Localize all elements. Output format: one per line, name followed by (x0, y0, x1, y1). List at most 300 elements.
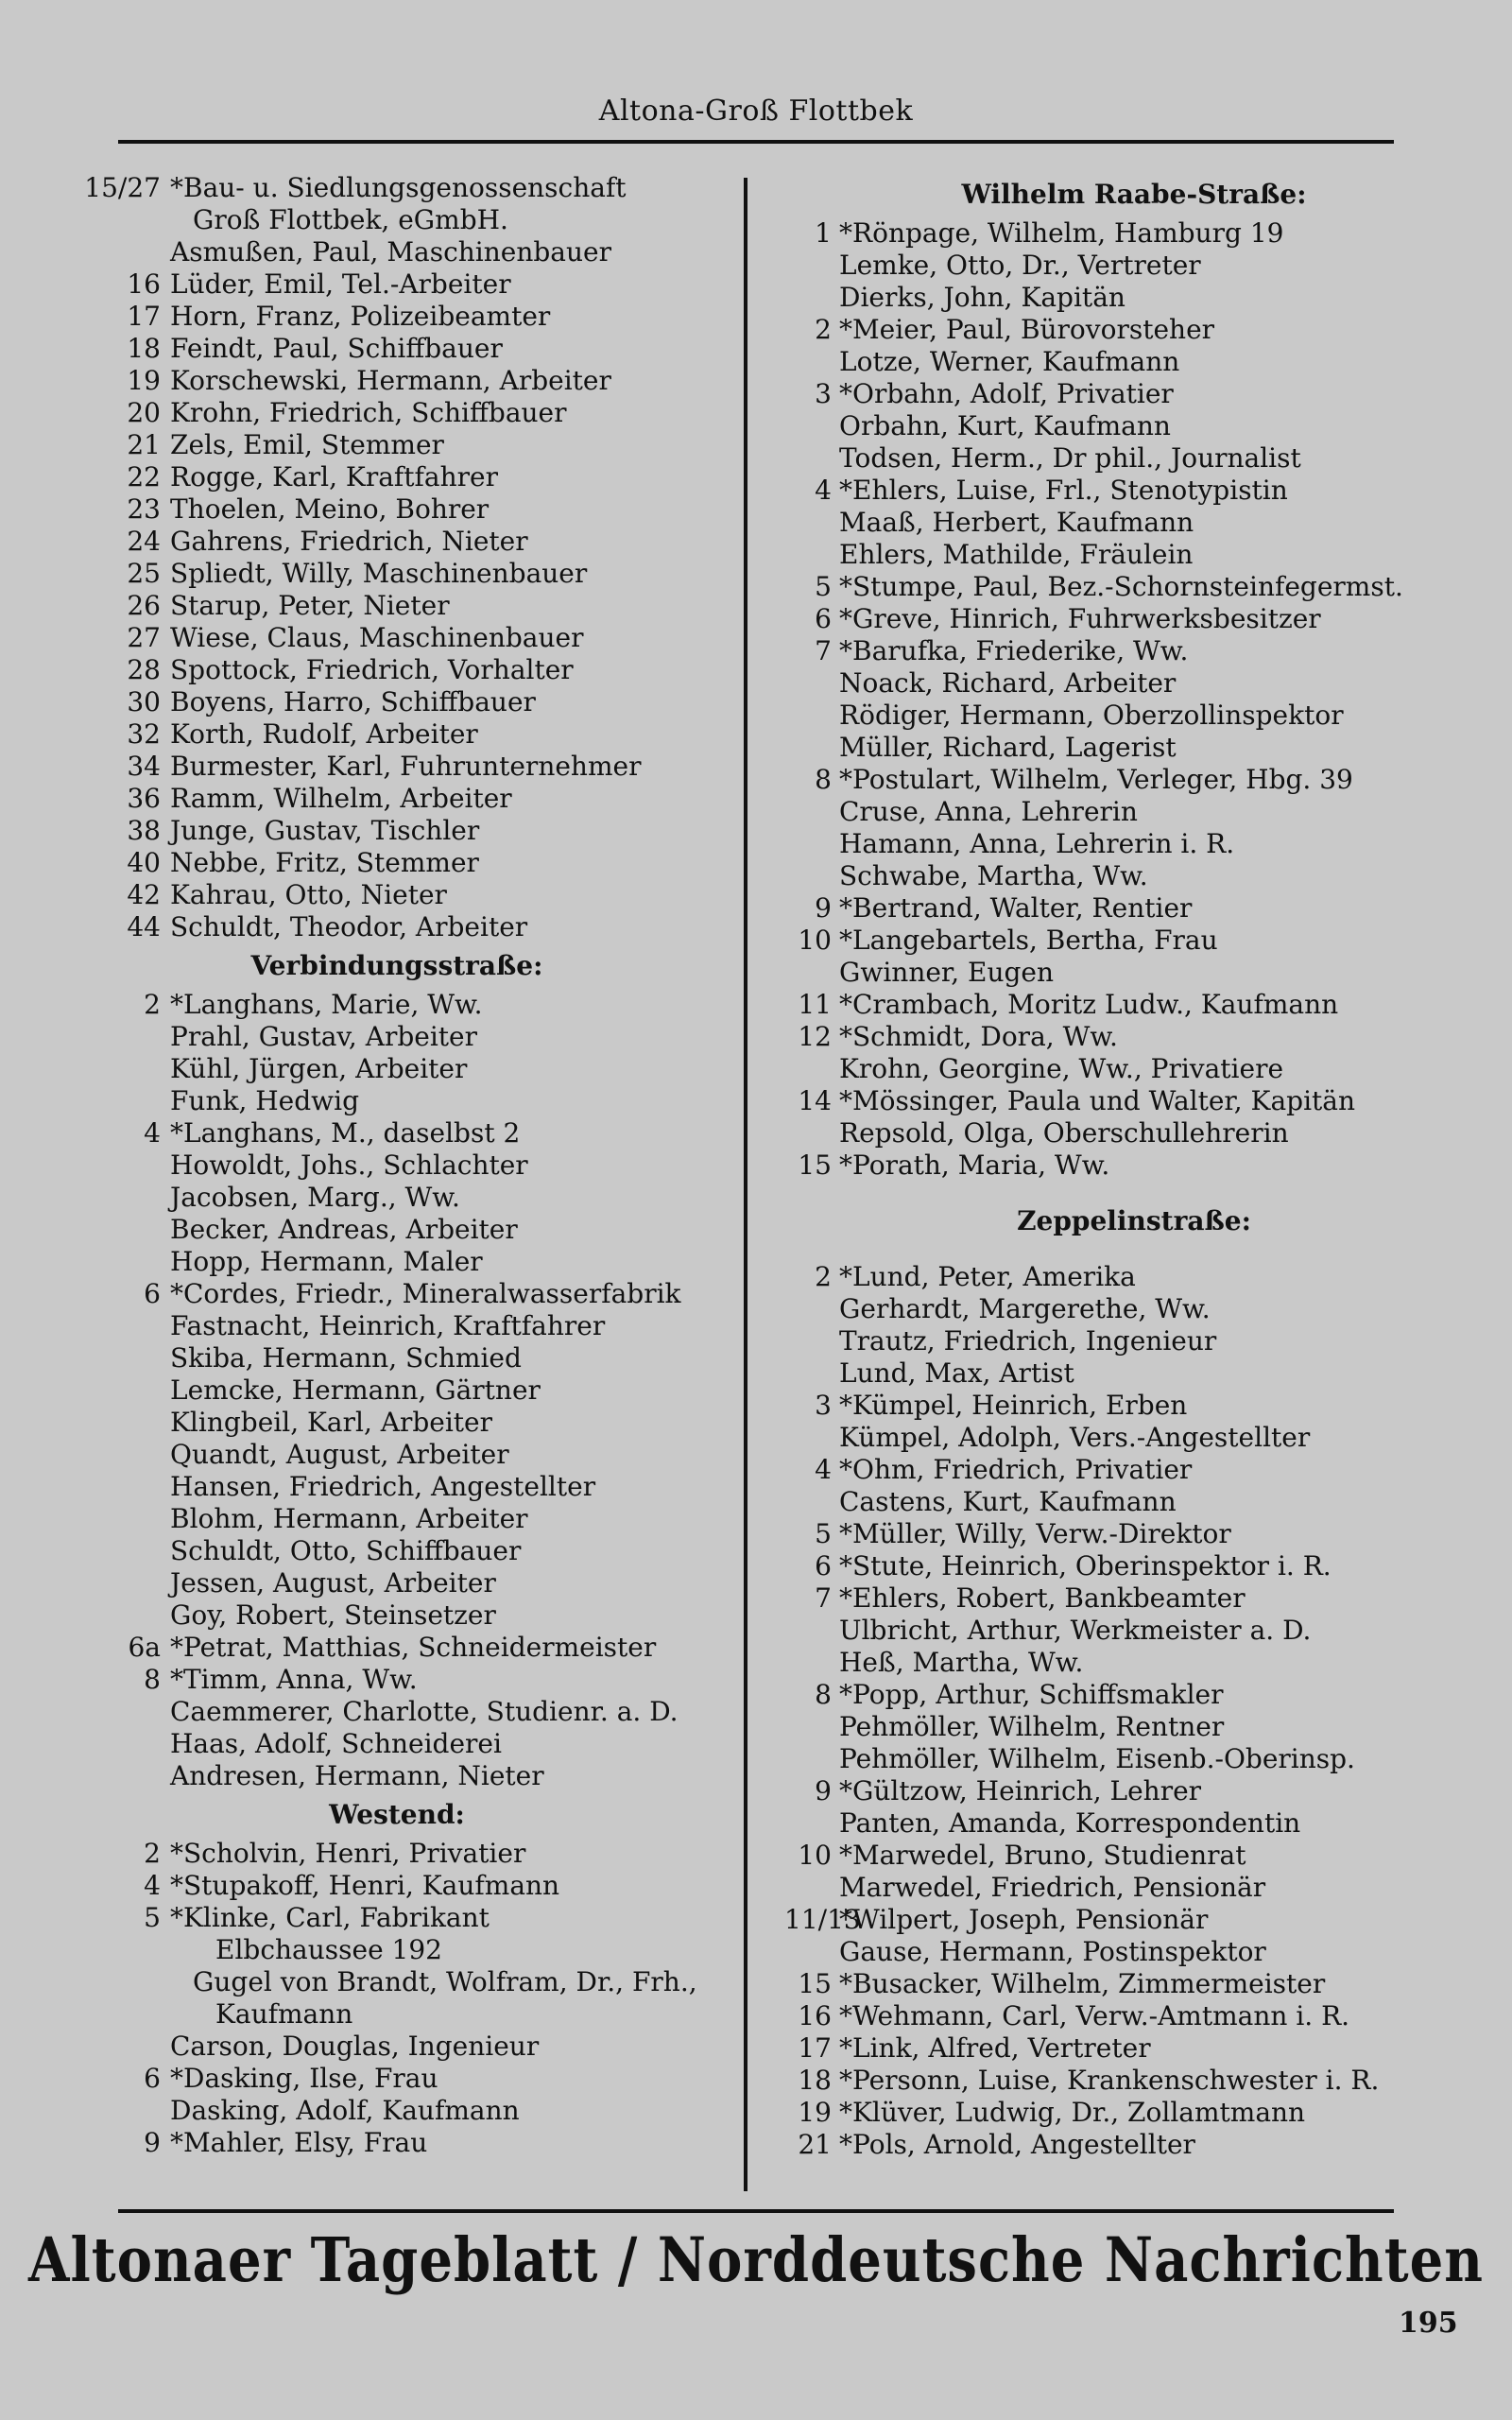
resident-entry: Dierks, John, Kapitän (839, 282, 1125, 313)
resident-entry: Lüder, Emil, Tel.-Arbeiter (170, 268, 511, 300)
page-number: 195 (1399, 2307, 1458, 2340)
resident-entry: *Ehlers, Luise, Frl., Stenotypistin (839, 475, 1288, 506)
directory-entry (784, 1021, 1484, 1053)
directory-entry (66, 1696, 728, 1728)
resident-entry: *Stute, Heinrich, Oberinspektor i. R. (839, 1550, 1332, 1582)
resident-entry: Todsen, Herm., Dr phil., Journalist (839, 442, 1301, 474)
directory-entry (784, 989, 1484, 1021)
resident-entry: *Wilpert, Joseph, Pensionär (839, 1904, 1209, 1935)
resident-entry: Castens, Kurt, Kaufmann (839, 1486, 1177, 1517)
house-number: 40 (127, 847, 161, 878)
directory-entry (66, 1535, 728, 1567)
house-number: 14 (798, 1085, 832, 1116)
directory-entry (784, 217, 1484, 250)
directory-entry (66, 1342, 728, 1374)
house-number: 8 (815, 1679, 832, 1710)
directory-entry (784, 282, 1484, 314)
house-number: 16 (798, 2000, 832, 2031)
resident-entry: *Klinke, Carl, Fabrikant (170, 1902, 490, 1933)
house-number: 25 (127, 558, 161, 589)
resident-entry: Hamann, Anna, Lehrerin i. R. (839, 828, 1235, 859)
directory-entry (66, 1998, 728, 2031)
resident-entry: *Barufka, Friederike, Ww. (839, 635, 1189, 666)
directory-entry (66, 1966, 728, 1998)
directory-entry (66, 493, 728, 526)
resident-entry: Spottock, Friedrich, Vorhalter (170, 654, 574, 685)
directory-entry (66, 1599, 728, 1632)
directory-entry (784, 635, 1484, 667)
directory-entry (784, 2129, 1484, 2161)
house-number: 11/13 (784, 1904, 861, 1935)
house-number: 6 (144, 1278, 161, 1309)
house-number: 23 (127, 493, 161, 525)
resident-entry: *Rönpage, Wilhelm, Hamburg 19 (839, 217, 1284, 249)
directory-entry (784, 2097, 1484, 2129)
directory-entry (66, 1374, 728, 1407)
house-number: 10 (798, 1840, 832, 1871)
resident-entry: Haas, Adolf, Schneiderei (170, 1728, 502, 1759)
directory-entry (66, 1664, 728, 1696)
house-number: 36 (127, 783, 161, 814)
resident-entry: Lotze, Werner, Kaufmann (839, 346, 1180, 377)
resident-entry: Lemcke, Hermann, Gärtner (170, 1374, 541, 1406)
directory-entry (66, 686, 728, 718)
directory-entry (784, 925, 1484, 957)
resident-entry: Quandt, August, Arbeiter (170, 1439, 509, 1470)
house-number: 1 (815, 217, 832, 249)
resident-entry: Gugel von Brandt, Wolfram, Dr., Frh., (193, 1966, 697, 1997)
resident-entry: Heß, Martha, Ww. (839, 1647, 1084, 1678)
resident-entry: *Petrat, Matthias, Schneidermeister (170, 1632, 657, 1663)
directory-entry (66, 558, 728, 590)
resident-entry: Goy, Robert, Steinsetzer (170, 1599, 496, 1631)
resident-entry: Horn, Franz, Polizeibeamter (170, 301, 551, 332)
resident-entry: Krohn, Georgine, Ww., Privatiere (839, 1053, 1284, 1084)
directory-entry (66, 783, 728, 815)
directory-entry (66, 1728, 728, 1760)
house-number: 17 (798, 2032, 832, 2064)
directory-entry (784, 1518, 1484, 1550)
resident-entry: *Postulart, Wilhelm, Verleger, Hbg. 39 (839, 764, 1353, 795)
resident-entry: *Stupakoff, Henri, Kaufmann (170, 1870, 560, 1901)
directory-entry (66, 622, 728, 654)
directory-entry (784, 1357, 1484, 1390)
directory-entry (784, 1053, 1484, 1085)
resident-entry: *Pols, Arnold, Angestellter (839, 2129, 1195, 2160)
house-number: 21 (798, 2129, 832, 2160)
house-number: 5 (815, 1518, 832, 1549)
house-number: 34 (127, 751, 161, 782)
directory-entry (784, 1615, 1484, 1647)
house-number: 15 (798, 1150, 832, 1181)
resident-entry: Marwedel, Friedrich, Pensionär (839, 1872, 1266, 1903)
resident-entry: *Porath, Maria, Ww. (839, 1150, 1110, 1181)
directory-entry (66, 236, 728, 268)
house-number: 11 (798, 989, 832, 1020)
column-divider (744, 178, 747, 2191)
directory-entry (66, 1246, 728, 1278)
resident-entry: Funk, Hedwig (170, 1085, 360, 1116)
directory-entry (784, 1904, 1484, 1936)
resident-entry: Junge, Gustav, Tischler (170, 815, 480, 846)
house-number: 4 (815, 1454, 832, 1485)
directory-entry (66, 911, 728, 943)
resident-entry: *Greve, Hinrich, Fuhrwerksbesitzer (839, 603, 1321, 634)
house-number: 17 (127, 301, 161, 332)
directory-entry (66, 1214, 728, 1246)
house-number: 24 (127, 526, 161, 557)
directory-entry (66, 1439, 728, 1471)
directory-entry (66, 1632, 728, 1664)
directory-entry (784, 1743, 1484, 1775)
right-column (784, 172, 1484, 2161)
directory-entry (784, 764, 1484, 796)
directory-entry (66, 815, 728, 847)
resident-entry: Boyens, Harro, Schiffbauer (170, 686, 536, 717)
directory-entry (784, 1261, 1484, 1293)
directory-entry (784, 860, 1484, 892)
house-number: 18 (127, 333, 161, 364)
house-number: 5 (144, 1902, 161, 1933)
house-number: 38 (127, 815, 161, 846)
resident-entry: Andresen, Hermann, Nieter (170, 1760, 544, 1791)
resident-entry: *Meier, Paul, Bürovorsteher (839, 314, 1215, 345)
resident-entry: Orbahn, Kurt, Kaufmann (839, 410, 1171, 441)
house-number: 42 (127, 879, 161, 910)
house-number: 6 (815, 1550, 832, 1582)
directory-entry (66, 1471, 728, 1503)
resident-entry: Schuldt, Theodor, Arbeiter (170, 911, 528, 942)
page-title: Altona-Groß Flottbek (598, 95, 914, 128)
house-number: 7 (815, 1582, 832, 1614)
resident-entry: Krohn, Friedrich, Schiffbauer (170, 397, 567, 428)
house-number: 4 (144, 1870, 161, 1901)
resident-entry: Carson, Douglas, Ingenieur (170, 2031, 540, 2062)
resident-entry: *Schmidt, Dora, Ww. (839, 1021, 1118, 1052)
directory-entry (784, 1085, 1484, 1117)
house-number: 44 (127, 911, 161, 942)
spacer (784, 1182, 1484, 1199)
directory-entry (66, 172, 728, 204)
directory-entry (66, 2127, 728, 2159)
resident-entry: Ramm, Wilhelm, Arbeiter (170, 783, 512, 814)
directory-entry (784, 2032, 1484, 2065)
directory-entry (784, 1775, 1484, 1807)
directory-entry (784, 1679, 1484, 1711)
directory-entry (66, 1503, 728, 1535)
house-number: 8 (815, 764, 832, 795)
resident-entry: *Lund, Peter, Amerika (839, 1261, 1136, 1292)
resident-entry: *Scholvin, Henri, Privatier (170, 1838, 526, 1869)
house-number: 9 (144, 2127, 161, 2158)
newspaper-banner: Altonaer Tageblatt / Norddeutsche Nachrichten (28, 2224, 1484, 2296)
resident-entry: Becker, Andreas, Arbeiter (170, 1214, 518, 1245)
directory-entry (784, 667, 1484, 700)
resident-entry: Fastnacht, Heinrich, Kraftfahrer (170, 1310, 606, 1341)
directory-entry (66, 397, 728, 429)
resident-entry: Gerhardt, Margerethe, Ww. (839, 1293, 1211, 1324)
house-number: 5 (815, 571, 832, 602)
resident-entry: *Ohm, Friedrich, Privatier (839, 1454, 1193, 1485)
directory-entry (66, 1117, 728, 1150)
house-number: 4 (144, 1117, 161, 1149)
directory-entry (66, 879, 728, 911)
house-number: 12 (798, 1021, 832, 1052)
resident-entry: Klingbeil, Karl, Arbeiter (170, 1407, 493, 1438)
house-number: 7 (815, 635, 832, 666)
directory-entry (66, 1407, 728, 1439)
directory-entry (66, 2095, 728, 2127)
directory-entry (66, 1021, 728, 1053)
directory-entry (66, 1278, 728, 1310)
resident-entry: Thoelen, Meino, Bohrer (170, 493, 490, 525)
resident-entry: Hopp, Hermann, Maler (170, 1246, 483, 1277)
directory-entry (784, 957, 1484, 989)
resident-entry: Dasking, Adolf, Kaufmann (170, 2095, 520, 2126)
resident-entry: Jacobsen, Marg., Ww. (170, 1182, 460, 1213)
directory-entry (66, 590, 728, 622)
directory-entry (784, 1872, 1484, 1904)
directory-entry (66, 429, 728, 461)
directory-entry (66, 333, 728, 365)
directory-entry (784, 828, 1484, 860)
resident-entry: Korschewski, Hermann, Arbeiter (170, 365, 611, 396)
directory-entry (66, 1150, 728, 1182)
resident-entry: *Langhans, Marie, Ww. (170, 989, 483, 1020)
house-number: 6a (128, 1632, 161, 1663)
resident-entry: *Mahler, Elsy, Frau (170, 2127, 428, 2158)
directory-entry (66, 461, 728, 493)
directory-entry (66, 268, 728, 301)
house-number: 6 (144, 2063, 161, 2094)
house-number: 6 (815, 603, 832, 634)
directory-entry (784, 314, 1484, 346)
resident-entry: *Klüver, Ludwig, Dr., Zollamtmann (839, 2097, 1306, 2128)
resident-entry: Howoldt, Johs., Schlachter (170, 1150, 528, 1181)
directory-entry (784, 475, 1484, 507)
directory-entry (66, 1760, 728, 1792)
directory-entry (784, 378, 1484, 410)
directory-entry (66, 2031, 728, 2063)
house-number: 9 (815, 1775, 832, 1806)
house-number: 16 (127, 268, 161, 300)
directory-entry (784, 1968, 1484, 2000)
directory-entry (66, 847, 728, 879)
left-column (66, 172, 728, 2159)
directory-entry (784, 1647, 1484, 1679)
resident-entry: Nebbe, Fritz, Stemmer (170, 847, 479, 878)
resident-entry: *Langhans, M., daselbst 2 (170, 1117, 521, 1149)
house-number: 18 (798, 2065, 832, 2096)
directory-entry (66, 2063, 728, 2095)
directory-entry (784, 1807, 1484, 1840)
spacer (784, 1244, 1484, 1261)
resident-entry: Korth, Rudolf, Arbeiter (170, 718, 478, 750)
directory-entry (66, 526, 728, 558)
directory-entry (784, 1150, 1484, 1182)
header-rule (118, 140, 1394, 144)
resident-entry: Jessen, August, Arbeiter (170, 1567, 496, 1599)
directory-entry (66, 1182, 728, 1214)
resident-entry: *Cordes, Friedr., Mineralwasserfabrik (170, 1278, 681, 1309)
resident-entry: Caemmerer, Charlotte, Studienr. a. D. (170, 1696, 679, 1727)
resident-entry: Lemke, Otto, Dr., Vertreter (839, 250, 1201, 281)
resident-entry: Kahrau, Otto, Nieter (170, 879, 447, 910)
resident-entry: *Kümpel, Heinrich, Erben (839, 1390, 1188, 1421)
resident-entry: *Busacker, Wilhelm, Zimmermeister (839, 1968, 1326, 1999)
directory-entry (66, 204, 728, 236)
resident-entry: Gause, Hermann, Postinspektor (839, 1936, 1266, 1967)
directory-entry (784, 1550, 1484, 1582)
resident-entry: Groß Flottbek, eGmbH. (193, 204, 508, 235)
directory-entry (784, 2000, 1484, 2032)
house-number: 30 (127, 686, 161, 717)
directory-entry (784, 1293, 1484, 1325)
resident-entry: *Mössinger, Paula und Walter, Kapitän (839, 1085, 1355, 1116)
directory-entry (784, 507, 1484, 539)
resident-entry: Ulbricht, Arthur, Werkmeister a. D. (839, 1615, 1312, 1646)
resident-entry: Rogge, Karl, Kraftfahrer (170, 461, 498, 493)
footer-rule (118, 2209, 1394, 2213)
resident-entry: *Orbahn, Adolf, Privatier (839, 378, 1174, 409)
house-number: 2 (815, 1261, 832, 1292)
house-number: 19 (798, 2097, 832, 2128)
directory-entry (66, 1934, 728, 1966)
resident-entry: Elbchaussee 192 (215, 1934, 442, 1965)
house-number: 2 (144, 989, 161, 1020)
resident-entry: *Dasking, Ilse, Frau (170, 2063, 438, 2094)
directory-entry (784, 539, 1484, 571)
directory-entry (784, 1117, 1484, 1150)
resident-entry: Wiese, Claus, Maschinenbauer (170, 622, 584, 653)
directory-entry (66, 654, 728, 686)
resident-entry: Gwinner, Eugen (839, 957, 1055, 988)
directory-entry (66, 751, 728, 783)
directory-entry (784, 1936, 1484, 1968)
house-number: 22 (127, 461, 161, 493)
directory-entry (784, 442, 1484, 475)
directory-entry (784, 250, 1484, 282)
house-number: 27 (127, 622, 161, 653)
resident-entry: Asmußen, Paul, Maschinenbauer (170, 236, 611, 268)
directory-entry (66, 989, 728, 1021)
directory-entry (784, 1390, 1484, 1422)
resident-entry: *Bertrand, Walter, Rentier (839, 892, 1193, 924)
resident-entry: *Popp, Arthur, Schiffsmakler (839, 1679, 1224, 1710)
resident-entry: *Gültzow, Heinrich, Lehrer (839, 1775, 1202, 1806)
resident-entry: Pehmöller, Wilhelm, Rentner (839, 1711, 1225, 1742)
resident-entry: *Link, Alfred, Vertreter (839, 2032, 1151, 2064)
resident-entry: *Langebartels, Bertha, Frau (839, 925, 1218, 956)
directory-entry (784, 1840, 1484, 1872)
resident-entry: *Ehlers, Robert, Bankbeamter (839, 1582, 1246, 1614)
resident-entry: Starup, Peter, Nieter (170, 590, 450, 621)
resident-entry: Pehmöller, Wilhelm, Eisenb.-Oberinsp. (839, 1743, 1355, 1774)
directory-entry (66, 1085, 728, 1117)
house-number: 4 (815, 475, 832, 506)
house-number: 32 (127, 718, 161, 750)
resident-entry: Kaufmann (215, 1998, 353, 2030)
resident-entry: Schwabe, Martha, Ww. (839, 860, 1148, 891)
resident-entry: Repsold, Olga, Oberschullehrerin (839, 1117, 1289, 1149)
resident-entry: Maaß, Herbert, Kaufmann (839, 507, 1194, 538)
street-heading: Zeppelinstraße: (1017, 1205, 1251, 1236)
directory-entry (784, 1582, 1484, 1615)
resident-entry: Schuldt, Otto, Schiffbauer (170, 1535, 522, 1566)
resident-entry: *Müller, Willy, Verw.-Direktor (839, 1518, 1231, 1549)
house-number: 15 (798, 1968, 832, 1999)
street-heading: Verbindungsstraße: (250, 950, 543, 981)
house-number: 8 (144, 1664, 161, 1695)
house-number: 19 (127, 365, 161, 396)
directory-entry (66, 718, 728, 751)
house-number: 3 (815, 378, 832, 409)
resident-entry: Cruse, Anna, Lehrerin (839, 796, 1138, 827)
house-number: 26 (127, 590, 161, 621)
resident-entry: Trautz, Friedrich, Ingenieur (839, 1325, 1217, 1357)
resident-entry: Lund, Max, Artist (839, 1357, 1074, 1389)
resident-entry: Rödiger, Hermann, Oberzollinspektor (839, 700, 1344, 731)
resident-entry: Feindt, Paul, Schiffbauer (170, 333, 503, 364)
house-number: 2 (144, 1838, 161, 1869)
resident-entry: Kümpel, Adolph, Vers.-Angestellter (839, 1422, 1311, 1453)
street-heading: Wilhelm Raabe-Straße: (961, 179, 1307, 210)
directory-entry (784, 1711, 1484, 1743)
directory-entry (784, 700, 1484, 732)
house-number: 20 (127, 397, 161, 428)
directory-entry (784, 732, 1484, 764)
directory-entry (66, 365, 728, 397)
directory-entry (66, 1870, 728, 1902)
resident-entry: Müller, Richard, Lagerist (839, 732, 1177, 763)
resident-entry: *Stumpe, Paul, Bez.-Schornsteinfegermst. (839, 571, 1403, 602)
resident-entry: Skiba, Hermann, Schmied (170, 1342, 522, 1374)
resident-entry: Zels, Emil, Stemmer (170, 429, 444, 460)
directory-entry (784, 2065, 1484, 2097)
directory-entry (784, 796, 1484, 828)
house-number: 2 (815, 314, 832, 345)
resident-entry: Burmester, Karl, Fuhrunternehmer (170, 751, 642, 782)
directory-entry (66, 1053, 728, 1085)
house-number: 10 (798, 925, 832, 956)
resident-entry: Ehlers, Mathilde, Fräulein (839, 539, 1194, 570)
resident-entry: Blohm, Hermann, Arbeiter (170, 1503, 528, 1534)
directory-entry (784, 410, 1484, 442)
resident-entry: Panten, Amanda, Korrespondentin (839, 1807, 1301, 1839)
directory-entry (784, 603, 1484, 635)
directory-entry (784, 892, 1484, 925)
resident-entry: Prahl, Gustav, Arbeiter (170, 1021, 477, 1052)
resident-entry: *Marwedel, Bruno, Studienrat (839, 1840, 1246, 1871)
resident-entry: Kühl, Jürgen, Arbeiter (170, 1053, 468, 1084)
directory-entry (784, 346, 1484, 378)
resident-entry: Noack, Richard, Arbeiter (839, 667, 1177, 699)
directory-entry (784, 1422, 1484, 1454)
directory-entry (66, 1902, 728, 1934)
resident-entry: *Personn, Luise, Krankenschwester i. R. (839, 2065, 1380, 2096)
directory-entry (784, 571, 1484, 603)
house-number: 15/27 (84, 172, 161, 203)
resident-entry: *Crambach, Moritz Ludw., Kaufmann (839, 989, 1339, 1020)
resident-entry: *Bau- u. Siedlungsgenossenschaft (170, 172, 627, 203)
house-number: 9 (815, 892, 832, 924)
directory-entry (784, 1325, 1484, 1357)
house-number: 3 (815, 1390, 832, 1421)
resident-entry: Gahrens, Friedrich, Nieter (170, 526, 528, 557)
house-number: 28 (127, 654, 161, 685)
resident-entry: *Timm, Anna, Ww. (170, 1664, 418, 1695)
directory-entry (66, 301, 728, 333)
